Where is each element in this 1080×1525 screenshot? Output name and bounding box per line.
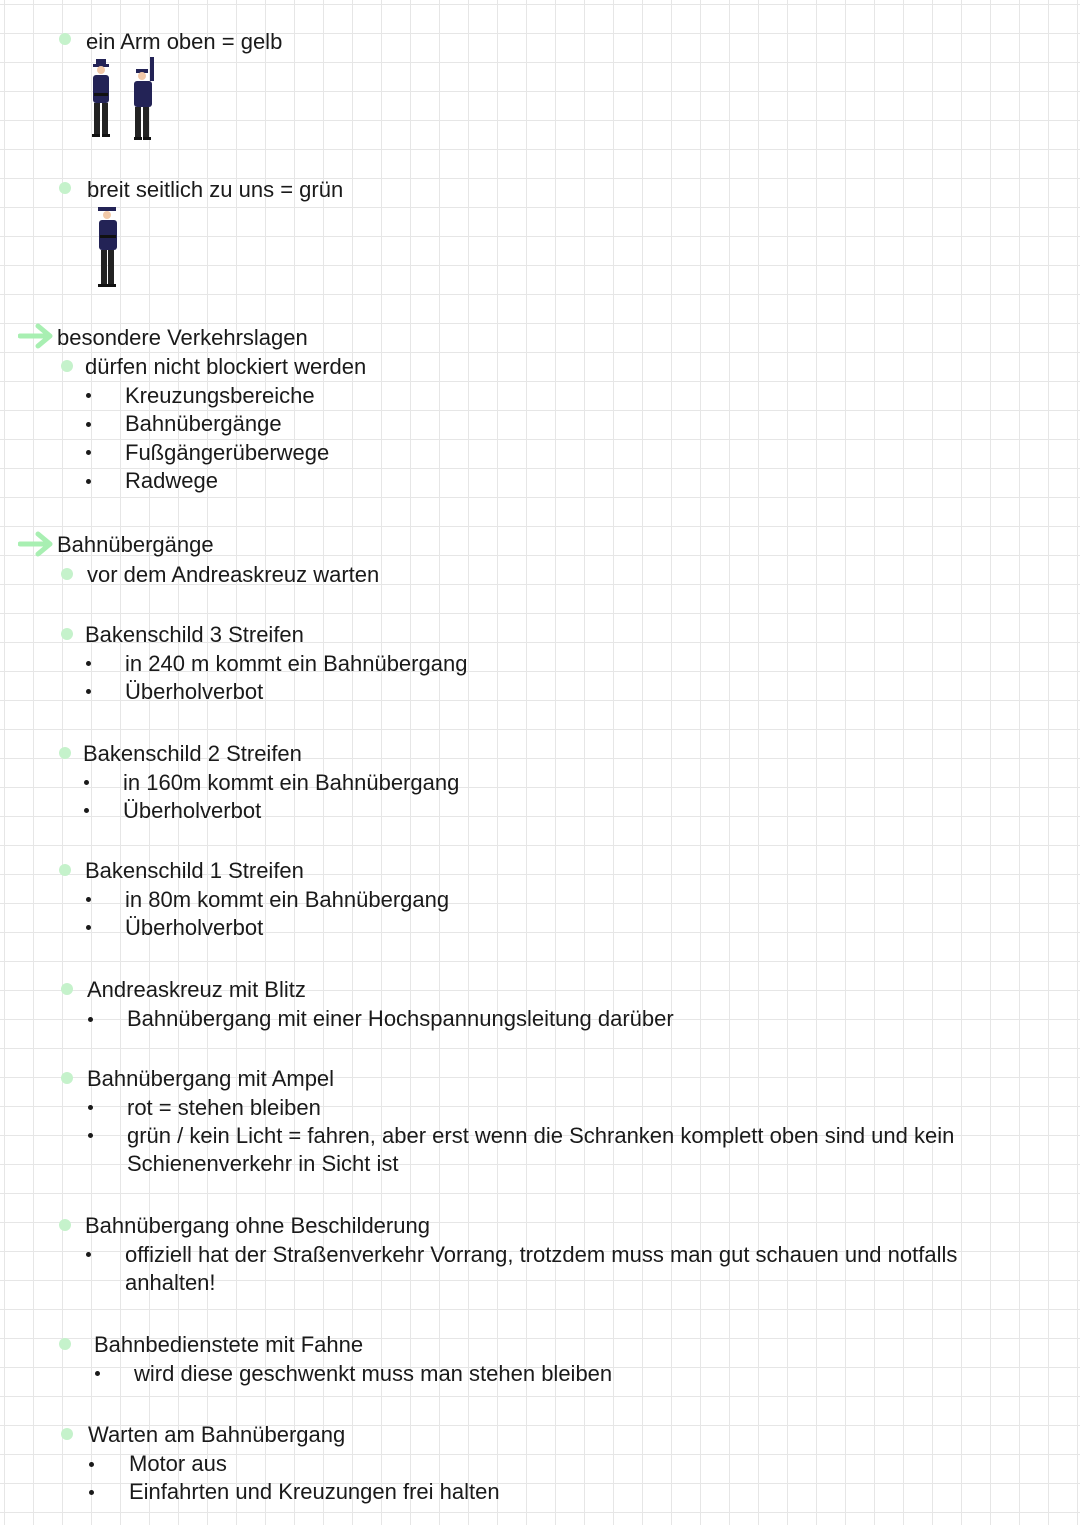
bullet-icon — [86, 422, 91, 427]
green-dot-icon — [61, 983, 73, 995]
list-item: rot = stehen bleiben — [127, 1095, 321, 1120]
green-dot-icon — [59, 864, 71, 876]
list-item: Kreuzungsbereiche — [125, 383, 315, 408]
green-dot-icon — [61, 1428, 73, 1440]
green-dot-icon — [59, 1219, 71, 1231]
police-officer-arm-raised-icon — [84, 55, 164, 143]
bullet-icon — [86, 689, 91, 694]
green-dot-icon — [59, 1338, 71, 1350]
bullet-icon — [89, 1490, 94, 1495]
list-item: Bahnübergang mit einer Hochspannungsleitung darüber — [127, 1006, 674, 1031]
bullet-icon — [86, 925, 91, 930]
list-item: Motor aus — [129, 1451, 227, 1476]
list-item: Radwege — [125, 468, 218, 493]
list-item: in 240 m kommt ein Bahnübergang — [125, 651, 468, 676]
bullet-icon — [86, 450, 91, 455]
list-item: offiziell hat der Straßenverkehr Vorrang, trotzdem muss man gut schauen und notfalls anhalten! — [125, 1242, 958, 1295]
bullet-icon — [86, 661, 91, 666]
green-dot-icon — [61, 360, 73, 372]
bullet-icon — [95, 1371, 100, 1376]
bullet-icon — [88, 1133, 93, 1138]
special-traffic-heading: besondere Verkehrslagen — [57, 325, 308, 350]
list-item: Überholverbot — [123, 798, 262, 823]
special-traffic-point: dürfen nicht blockiert werden — [85, 354, 367, 379]
section-title: Andreaskreuz mit Blitz — [87, 977, 306, 1002]
police-officer-sideways-icon — [92, 205, 126, 291]
bullet-icon — [88, 1105, 93, 1110]
list-item: in 80m kommt ein Bahnübergang — [125, 887, 450, 912]
green-dot-icon — [61, 568, 73, 580]
bullet-icon — [86, 1252, 91, 1257]
signal-green-text: breit seitlich zu uns = grün — [87, 177, 344, 202]
list-item: Bahnübergänge — [125, 411, 282, 436]
list-item: grün / kein Licht = fahren, aber erst wenn die Schranken komplett oben sind und kein Schienenverkehr in Sicht ist — [127, 1123, 955, 1176]
bullet-icon — [84, 808, 89, 813]
list-item: Fußgängerüberwege — [125, 440, 330, 465]
bullet-icon — [84, 780, 89, 785]
railway-heading: Bahnübergänge — [57, 532, 214, 557]
section-title: Bakenschild 3 Streifen — [85, 622, 304, 647]
green-dot-icon — [61, 1072, 73, 1084]
arrow-right-icon — [18, 322, 54, 350]
bullet-icon — [89, 1462, 94, 1467]
section-title: Warten am Bahnübergang — [88, 1422, 346, 1447]
green-dot-icon — [61, 628, 73, 640]
green-dot-icon — [59, 33, 71, 45]
list-item: Einfahrten und Kreuzungen frei halten — [129, 1479, 500, 1504]
section-title: Bahnübergang ohne Beschilderung — [85, 1213, 430, 1238]
section-title: Bahnbedienstete mit Fahne — [94, 1332, 364, 1357]
section-title: Bakenschild 1 Streifen — [85, 858, 304, 883]
list-item: Überholverbot — [125, 679, 264, 704]
bullet-icon — [86, 479, 91, 484]
section-title: Bahnübergang mit Ampel — [87, 1066, 335, 1091]
section-title: Bakenschild 2 Streifen — [83, 741, 302, 766]
arrow-right-icon — [18, 530, 54, 558]
bullet-icon — [88, 1017, 93, 1022]
list-item: in 160m kommt ein Bahnübergang — [123, 770, 460, 795]
railway-wait-text: vor dem Andreaskreuz warten — [87, 562, 380, 587]
green-dot-icon — [59, 182, 71, 194]
list-item: Überholverbot — [125, 915, 264, 940]
bullet-icon — [86, 897, 91, 902]
list-item: wird diese geschwenkt muss man stehen bleiben — [134, 1361, 613, 1386]
signal-yellow-text: ein Arm oben = gelb — [86, 29, 283, 54]
green-dot-icon — [59, 747, 71, 759]
bullet-icon — [86, 393, 91, 398]
